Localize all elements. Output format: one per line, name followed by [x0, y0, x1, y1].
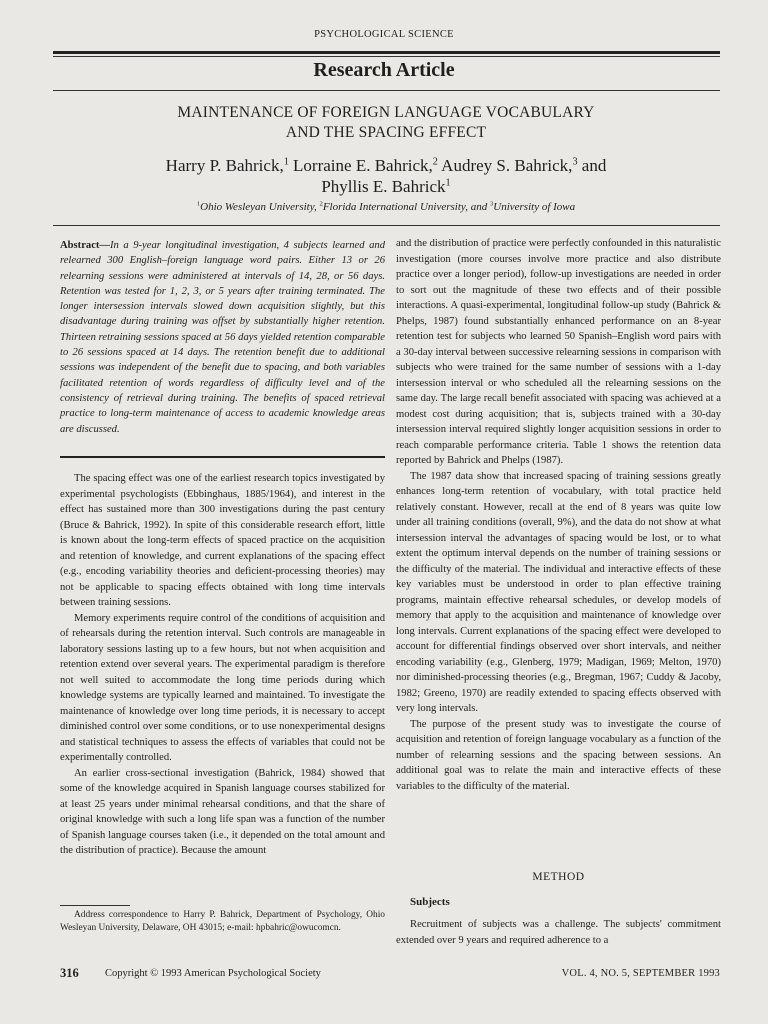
abstract-label: Abstract — [60, 240, 100, 251]
affil-2: Florida International University, and — [322, 201, 490, 213]
paragraph: The 1987 data show that increased spacing of training sessions greatly enhances long-term retention of vocabulary, with total practice held relatively constant. However, recall at the end of 8 years was quite low under all training conditions (overall, 9%), and the data do not show at what intersession interval the advantages of spacing would be lost, or to what extent the optimum interval depends on the number of training sessions or the difficulty of the material. The individual and interactive effects of these key variables must be understood in order to plan effective training programs, maintain effective rehearsal schedules, or develop models of memory that apply to the acquisition and maintenance of knowledge over long intervals. Current explanations of the spacing effect were developed to account for differential findings observed over short intervals, and neither encoding variability (e.g., Glenberg, 1979; Madigan, 1969; Melton, 1970) nor diminished-processing theories (e.g., Bregman, 1967; Cuddy & Jacoby, 1982; Greeno, 1970) are readily extended to spacing effects observed with very long intervals. — [396, 470, 721, 714]
title-line-1: MAINTENANCE OF FOREIGN LANGUAGE VOCABULARY — [177, 104, 595, 121]
abstract-text: In a 9-year longitudinal investigation, 4 subjects learned and relearned 300 English–foreign language word pairs. Either 13 or 26 relearning sessions were administered at intervals of 14, 28, or 56 days. Retention was tested for 1, 2, 3, or 5 years after training terminated. The longer intersession intervals slowed down acquisition slightly, but this disadvantage during training was offset by substantially higher retention. Thirteen retraining sessions spaced at 56 days yielded retention comparable to 26 sessions spaced at 14 days. The retention benefit due to additional sessions was independent of the benefit due to spacing, and both variables facilitated retention of words regardless of difficulty level and of the consistency of retrieval during training. The benefits of spaced retrieval practice to long-term maintenance of access to academic knowledge areas are discussed. — [60, 240, 385, 435]
footnote-rule — [60, 905, 130, 906]
author-1-affil: 1 — [283, 156, 289, 168]
footnote-text: Address correspondence to Harry P. Bahrick, Department of Psychology, Ohio Wesleyan University, Delaware, OH 43015; e-mail: hpbahric@owucomcn. — [60, 910, 385, 933]
right-column-body — [396, 236, 721, 794]
left-column-body — [60, 471, 385, 859]
author-3: Audrey S. Bahrick, — [437, 156, 573, 175]
paragraph: Memory experiments require control of the conditions of acquisition and of rehearsals during the retention interval. Such controls are manageable in laboratory sessions lasting up to a few hours, but not when acquisition and retention extend over several years. The experimental paradigm is therefore not well suited to accommodate the long time periods during which knowledge systems are typically learned and maintained. To investigate the maintenance of knowledge over long time periods, it is necessary to accept diminished control over some conditions, or to use nonexperimental designs and statistical techniques to assess the effects of variables that could not be experimentally controlled. — [60, 612, 385, 763]
paragraph: The purpose of the present study was to investigate the course of acquisition and retention of foreign language vocabulary as a function of the number of relearning sessions and the spacing between sessions. An additional goal was to relate the main and interactive effects of these variables to the difficulty of the material. — [396, 718, 721, 792]
author-2: Lorraine E. Bahrick, — [288, 156, 433, 175]
affiliations — [60, 201, 712, 213]
author-3-affil: 3 — [572, 156, 578, 168]
section-type: Research Article — [313, 59, 455, 81]
header-rule-top — [53, 51, 720, 54]
journal-name: PSYCHOLOGICAL SCIENCE — [314, 29, 454, 40]
subjects-heading: Subjects — [410, 896, 450, 908]
author-line-2 — [60, 176, 712, 197]
author-2-affil: 2 — [432, 156, 438, 168]
copyright-notice: Copyright © 1993 American Psychological Society — [105, 968, 321, 979]
author-conjunction: and — [577, 156, 607, 175]
paragraph: An earlier cross-sectional investigation (Bahrick, 1984) showed that some of the knowledge acquired in Spanish language courses stabilized for at least 25 years under minimal rehearsal conditions, and that the share of original knowledge with such a long life span was a function of the number of Spanish language courses taken (i.e., it depended on the total amount and the distribution of practice). Because the amount — [60, 767, 385, 856]
author-4: Phyllis E. Bahrick — [321, 177, 446, 196]
header-rule-bottom — [53, 90, 720, 91]
affil-1: Ohio Wesleyan University, — [200, 201, 320, 213]
affil-2-marker: 2 — [319, 200, 323, 208]
title-line-2: AND THE SPACING EFFECT — [285, 124, 487, 141]
method-heading: METHOD — [532, 871, 585, 883]
volume-issue: VOL. 4, NO. 5, SEPTEMBER 1993 — [561, 968, 720, 979]
subjects-paragraph — [396, 917, 721, 948]
abstract — [60, 238, 385, 437]
correspondence-footnote — [60, 909, 385, 935]
paragraph: Recruitment of subjects was a challenge. The subjects' commitment extended over 9 years and required adherence to a — [396, 919, 721, 946]
author-list — [60, 155, 712, 197]
author-line-1 — [60, 155, 712, 176]
article-title — [60, 103, 712, 143]
affil-1-marker: 1 — [196, 200, 201, 208]
paragraph: and the distribution of practice were perfectly confounded in this naturalistic investigation (more courses involve more practice and also distribute practice over a longer period), follow-up investigations are needed in order to sort out the magnitude of these two effects and of their possible interactions. A quasi-experimental, longitudinal follow-up study (Bahrick & Phelps, 1987) found substantially enhanced performance on an 8-year retention test for subjects who learned 50 Spanish–English word pairs with a 30-day interval between successive relearning sessions in comparison with subjects who were trained for the same number of sessions with a 1-day intersession interval or who scheduled all the relearning sessions on the same day. The large recall benefit associated with spacing was achieved at a modest cost during acquisition; that is, subjects trained with a 30-day intersession interval required slightly longer acquisition sessions in order to reach comparable performance criteria. Table 1 shows the retention data reported by Bahrick and Phelps (1987). — [396, 238, 721, 466]
author-1: Harry P. Bahrick, — [165, 156, 284, 175]
abstract-dash: — — [99, 240, 111, 251]
paragraph: The spacing effect was one of the earliest research topics investigated by experimental psychologists (Ebbinghaus, 1885/1964), and interest in the effect has sustained more than 300 investigations during the past century (Bruce & Bahrick, 1992). In spite of this considerable research effort, little is known about the long-term effects of spaced practice on the acquisition and retention of knowledge, and current explanations of the spacing effect (e.g., encoding variability theories and deficient-processing theories) may not be applicable to spacing effects obtained with long time intervals between training sessions. — [60, 473, 385, 608]
page-number: 316 — [60, 966, 79, 980]
header-rule-top-thin — [53, 56, 720, 57]
affiliation-rule — [53, 225, 720, 226]
abstract-rule — [60, 456, 385, 458]
affil-3: University of Iowa — [493, 201, 576, 213]
author-4-affil: 1 — [445, 177, 451, 189]
affil-3-marker: 3 — [489, 200, 494, 208]
